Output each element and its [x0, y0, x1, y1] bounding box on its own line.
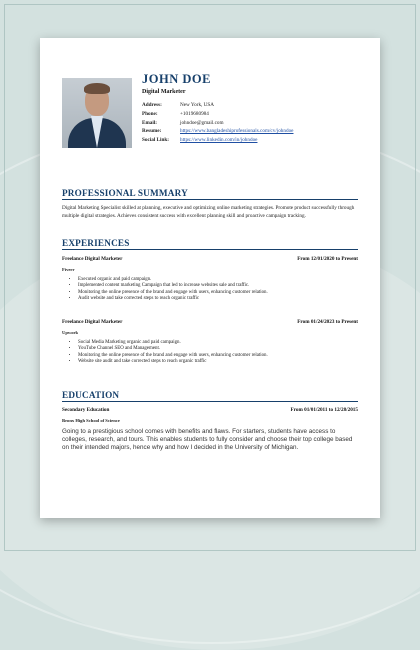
experience-dates: From 12/01/2020 to Present: [297, 256, 358, 262]
education-description: Going to a prestigious school comes with benefits and flaws. For starters, students have access to colleges, research, and tours. This enables students to fully consider and choose their top college based on their intended majors, hence why and how I decided in the University of Michigan.: [62, 428, 353, 452]
list-item: • Monitoring the online presence of the brand and engage with users, enhancing customer relation.: [78, 290, 368, 296]
contact-label: Email:: [142, 119, 157, 126]
education-header: [62, 407, 358, 413]
contact-label: Phone:: [142, 110, 158, 117]
contact-value: johndoe@gmail.com: [180, 119, 224, 126]
list-item: • Monitoring the online presence of the brand and engage with users, enhancing customer relation.: [78, 353, 368, 359]
list-item: • Social Media Marketing organic and paid campaign.: [78, 340, 368, 346]
summary-heading: PROFESSIONAL SUMMARY: [62, 188, 358, 200]
contact-label: Resume:: [142, 128, 162, 135]
contact-label: Social Link:: [142, 137, 169, 144]
experience-header: [62, 256, 358, 262]
experience-bullets: [62, 277, 368, 303]
contact-resume: [142, 127, 372, 136]
contact-address: [142, 101, 372, 110]
experience-org: Fiverr: [62, 267, 75, 272]
profile-photo: [62, 78, 132, 148]
education-level: Secondary Education: [62, 407, 110, 413]
list-item: • YouTube Channel SEO and Management.: [78, 346, 368, 352]
experience-dates: From 01/24/2023 to Present: [297, 319, 358, 325]
experience-bullets: [62, 340, 368, 366]
contact-value: New York, USA: [180, 102, 215, 108]
candidate-name: JOHN DOE: [142, 72, 211, 86]
experiences-heading: EXPERIENCES: [62, 238, 358, 250]
contact-details: [142, 101, 372, 145]
education-dates: From 01/01/2011 to 12/28/2015: [290, 407, 358, 413]
list-item: • Website site audit and take corrected steps to reach organic traffic: [78, 359, 368, 365]
experience-header: [62, 319, 358, 325]
education-school: Bronx High School of Science: [62, 418, 120, 423]
summary-text: Digital Marketing Specialist skilled at planning, executive and optimizing online marketing strategies. Promote product successfully through multiple digital strategies. Achieves consistent success with excellent planning skill and proactive campaign tracking.: [62, 205, 355, 219]
list-item: • Audit website and take corrected steps to reach organic traffic: [78, 296, 368, 302]
contact-email: [142, 119, 372, 128]
candidate-role: Digital Marketer: [142, 89, 186, 95]
experience-org: Upwork: [62, 330, 79, 335]
experience-position: Freelance Digital Marketer: [62, 319, 123, 325]
resume-page: [40, 38, 380, 518]
list-item: • Executed organic and paid campaign.: [78, 277, 368, 283]
list-item: • Implemented content marketing Campaign that led to increase websites sale and traffic.: [78, 283, 368, 289]
social-link[interactable]: https://www.linkedin.com/in/johndoe: [180, 137, 258, 144]
resume-link[interactable]: https://www.bangladeshiprofessionals.com/cv/johndoe: [180, 128, 294, 135]
education-heading: EDUCATION: [62, 390, 358, 402]
contact-phone: [142, 110, 372, 119]
experience-position: Freelance Digital Marketer: [62, 256, 123, 262]
contact-social: [142, 136, 372, 145]
contact-label: Address:: [142, 102, 162, 108]
contact-value: +1019680984: [180, 110, 209, 117]
